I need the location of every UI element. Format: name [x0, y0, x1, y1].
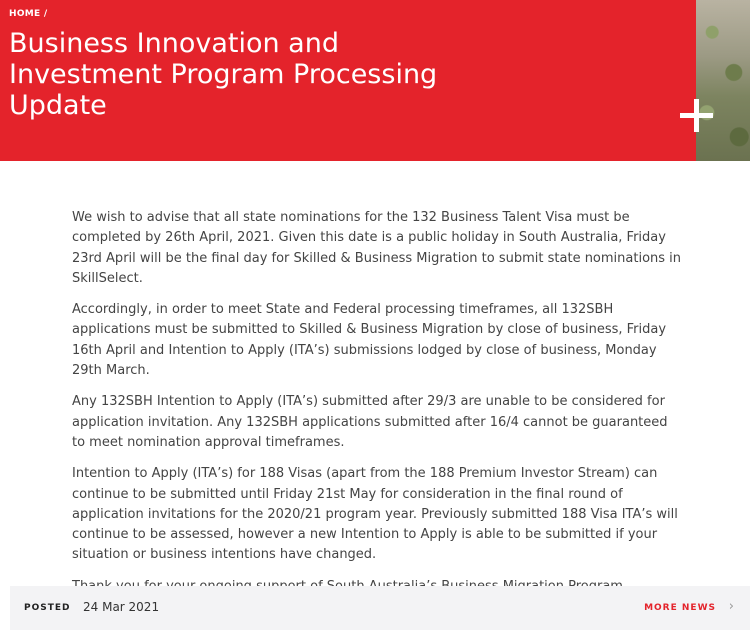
- header-landscape-image: [696, 0, 750, 161]
- page-title: Business Innovation and Investment Program Processing Update: [9, 28, 438, 121]
- breadcrumb-home[interactable]: HOME /: [9, 9, 48, 19]
- posted-label: POSTED: [24, 603, 71, 613]
- plus-icon[interactable]: [680, 99, 713, 132]
- chevron-right-icon[interactable]: ›: [728, 599, 734, 614]
- article-paragraph: Intention to Apply (ITA’s) for 188 Visas (apart from the 188 Premium Investor Stream) can continue to be submitted until Friday 21st May for consideration in the final round of application invitations for the 2020/21 program year. Previously submitted 188 Visa ITA’s will continue to be assessed, however a new Intention to Apply is able to be submitted if your situation or business intentions have changed.: [72, 466, 678, 563]
- posted-date: 24 Mar 2021: [83, 600, 160, 614]
- page-header: [0, 0, 750, 161]
- article-paragraph: We wish to advise that all state nominations for the 132 Business Talent Visa must be completed by 26th April, 2021. Given this date is a public holiday in South Australia, Friday 23rd April will be the final day for Skilled & Business Migration to submit state nominations in SkillSelect.: [72, 210, 682, 286]
- more-news-link[interactable]: MORE NEWS: [644, 603, 716, 613]
- article-paragraph: Accordingly, in order to meet State and Federal processing timeframes, all 132SBH applications must be submitted to Skilled & Business Migration by close of business, Friday 16th April and Intention to Apply (ITA’s) submissions lodged by close of business, Monday 29th March.: [72, 302, 667, 379]
- article-body: [72, 208, 682, 608]
- article-paragraph: Any 132SBH Intention to Apply (ITA’s) submitted after 29/3 are unable to be considered for application invitation. Any 132SBH applications submitted after 16/4 cannot be guaranteed to meet nomination approval timeframes.: [72, 394, 668, 450]
- article-footer: [10, 586, 750, 630]
